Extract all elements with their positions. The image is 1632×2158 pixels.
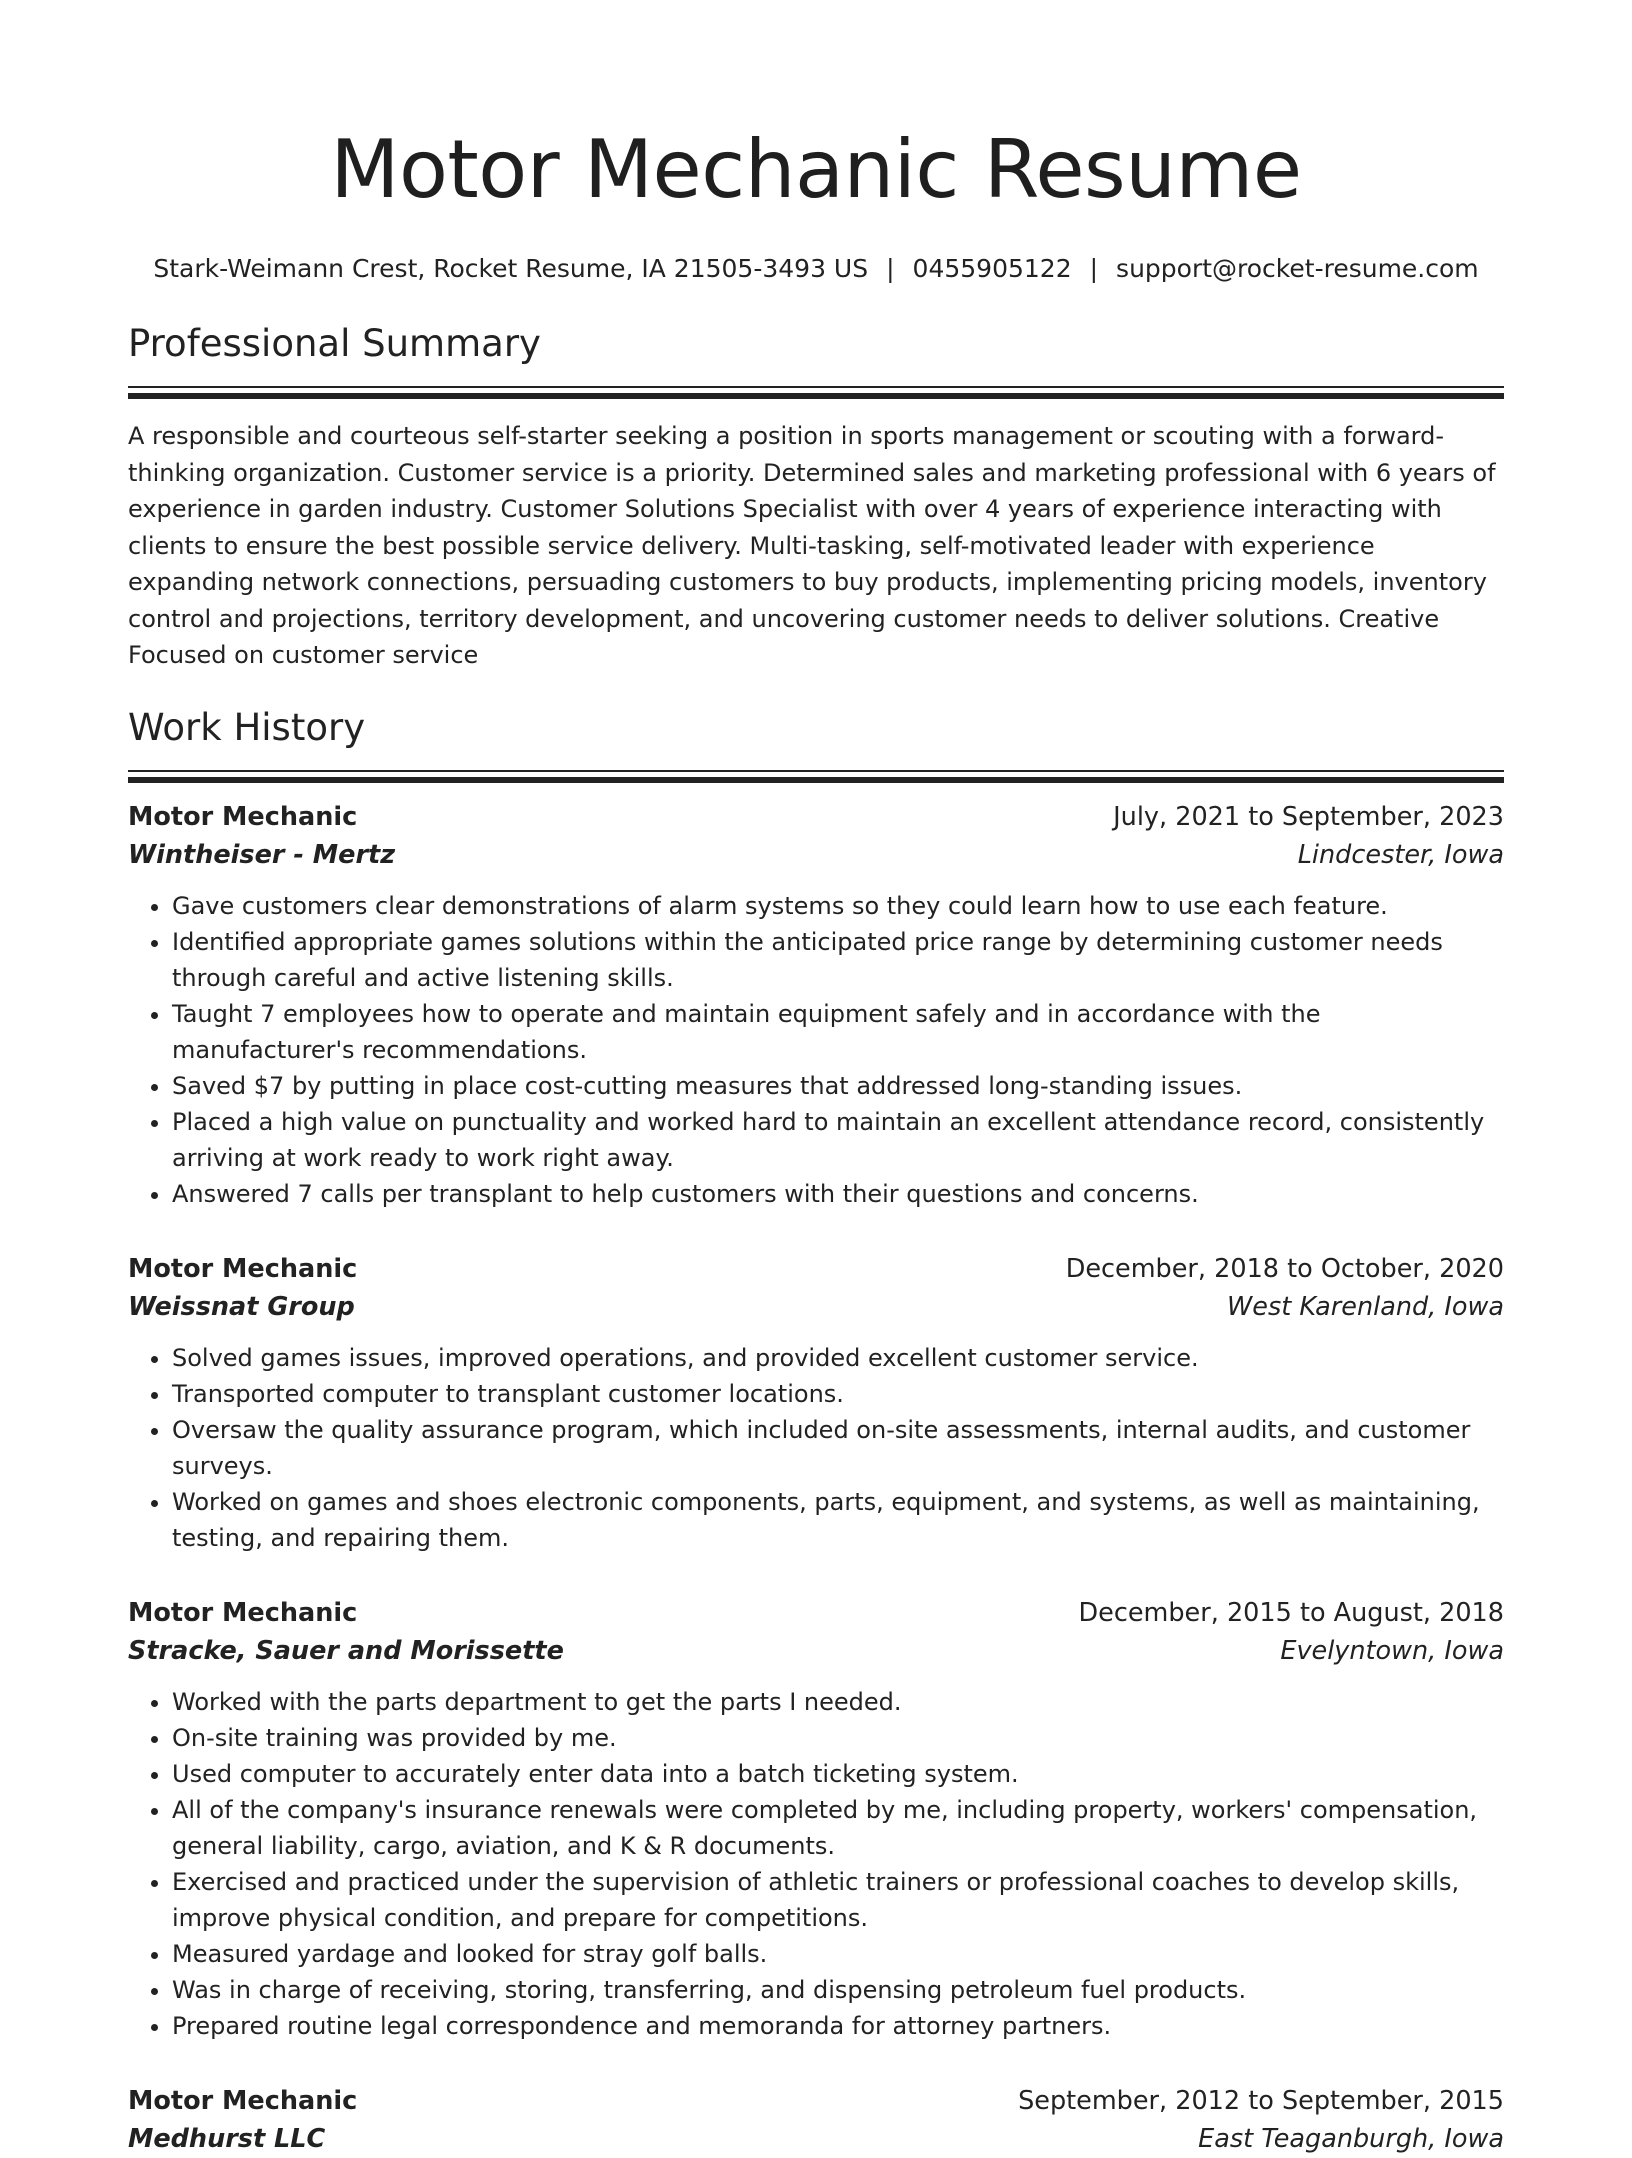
job-bullet: • Answered 7 calls per transplant to help customers with their questions and concerns. [172,1176,1504,1212]
professional-summary-section [128,320,1504,674]
job-bullet: • Worked on games and shoes electronic components, parts, equipment, and systems, as well as maintaining, testing, and repairing them. [172,1484,1504,1556]
job-dates: September, 2012 to September, 2015 [1018,2085,1504,2116]
job-header-row [128,798,1504,836]
job-bullet: • Worked with the parts department to get the parts I needed. [172,1684,1504,1720]
job-location: West Karenland, Iowa [1227,1291,1504,1322]
job-bullet: • Taught 7 employees how to operate and maintain equipment safely and in accordance with the manufacturer's recommendations. [172,996,1504,1068]
job-bullet-list [128,888,1504,1212]
job-bullet: • Gave customers clear demonstrations of alarm systems so they could learn how to use each feature. [172,888,1504,924]
job-entry [128,1250,1504,1556]
contact-line [128,252,1504,286]
contact-separator: | [1089,254,1099,283]
job-bullet: • Solved games issues, improved operations, and provided excellent customer service. [172,1340,1504,1376]
contact-address: Stark-Weimann Crest, Rocket Resume, IA 21505-3493 US [153,254,869,283]
summary-text: A responsible and courteous self-starter seeking a position in sports management or scouting with a forward-thinking organization. Customer service is a priority. Determined sales and marketing professional with 6 years of experience in garden industry. Customer Solutions Specialist with over 4 years of experience interacting with clients to ensure the best possible service delivery. Multi-tasking, self-motivated leader with experience expanding network connections, persuading customers to buy products, implementing pricing models, inventory control and projections, territory development, and uncovering customer needs to deliver solutions. Creative Focused on customer service [128,422,1496,669]
job-subheader-row [128,1632,1504,1670]
contact-email: support@rocket-resume.com [1116,254,1479,283]
job-bullet: • Measured yardage and looked for stray golf balls. [172,1936,1504,1972]
contact-phone: 0455905122 [912,254,1072,283]
work-history-section [128,704,1504,2158]
job-location: Evelyntown, Iowa [1280,1635,1504,1666]
job-subheader-row [128,2120,1504,2158]
job-bullet: • Transported computer to transplant customer locations. [172,1376,1504,1412]
job-subheader-row [128,836,1504,874]
section-heading-summary: Professional Summary [128,322,541,365]
job-bullet-list [128,1340,1504,1556]
job-title: Motor Mechanic [128,1597,358,1628]
job-bullet: • Was in charge of receiving, storing, transferring, and dispensing petroleum fuel products. [172,1972,1504,2008]
job-title: Motor Mechanic [128,801,358,832]
job-bullet: • Exercised and practiced under the supervision of athletic trainers or professional coaches to develop skills, improve physical condition, and prepare for competitions. [172,1864,1504,1936]
job-header-row [128,1594,1504,1632]
job-company: Weissnat Group [128,1291,355,1322]
section-heading-work: Work History [128,705,366,749]
job-dates: July, 2021 to September, 2023 [1113,801,1504,832]
job-bullet: • Saved $7 by putting in place cost-cutting measures that addressed long-standing issues. [172,1068,1504,1104]
job-company: Stracke, Sauer and Morissette [128,1635,564,1666]
job-company: Wintheiser - Mertz [128,839,396,870]
job-bullet-list [128,1684,1504,2044]
contact-separator: | [886,254,895,283]
page-title: Motor Mechanic Resume [330,123,1302,216]
job-bullet: • Prepared routine legal correspondence and memoranda for attorney partners. [172,2008,1504,2044]
job-title: Motor Mechanic [128,2085,358,2116]
section-divider [128,386,1504,388]
section-divider [128,770,1504,772]
job-entry [128,2082,1504,2158]
job-title: Motor Mechanic [128,1253,358,1284]
job-header-row [128,1250,1504,1288]
job-subheader-row [128,1288,1504,1326]
job-bullet: • Identified appropriate games solutions within the anticipated price range by determining customer needs through careful and active listening skills. [172,924,1504,996]
job-bullet: • Oversaw the quality assurance program, which included on-site assessments, internal audits, and customer surveys. [172,1412,1504,1484]
job-bullet: • All of the company's insurance renewals were completed by me, including property, workers' compensation, general liability, cargo, aviation, and K & R documents. [172,1792,1504,1864]
job-bullet: • Placed a high value on punctuality and worked hard to maintain an excellent attendance record, consistently arriving at work ready to work right away. [172,1104,1504,1176]
job-location: East Teaganburgh, Iowa [1198,2123,1504,2154]
job-location: Lindcester, Iowa [1297,839,1504,870]
job-header-row [128,2082,1504,2120]
job-bullet: • On-site training was provided by me. [172,1720,1504,1756]
job-entry [128,1594,1504,2044]
job-entry [128,798,1504,1212]
job-dates: December, 2015 to August, 2018 [1078,1597,1504,1628]
job-company: Medhurst LLC [128,2123,326,2154]
job-bullet: • Used computer to accurately enter data into a batch ticketing system. [172,1756,1504,1792]
job-dates: December, 2018 to October, 2020 [1065,1253,1504,1284]
